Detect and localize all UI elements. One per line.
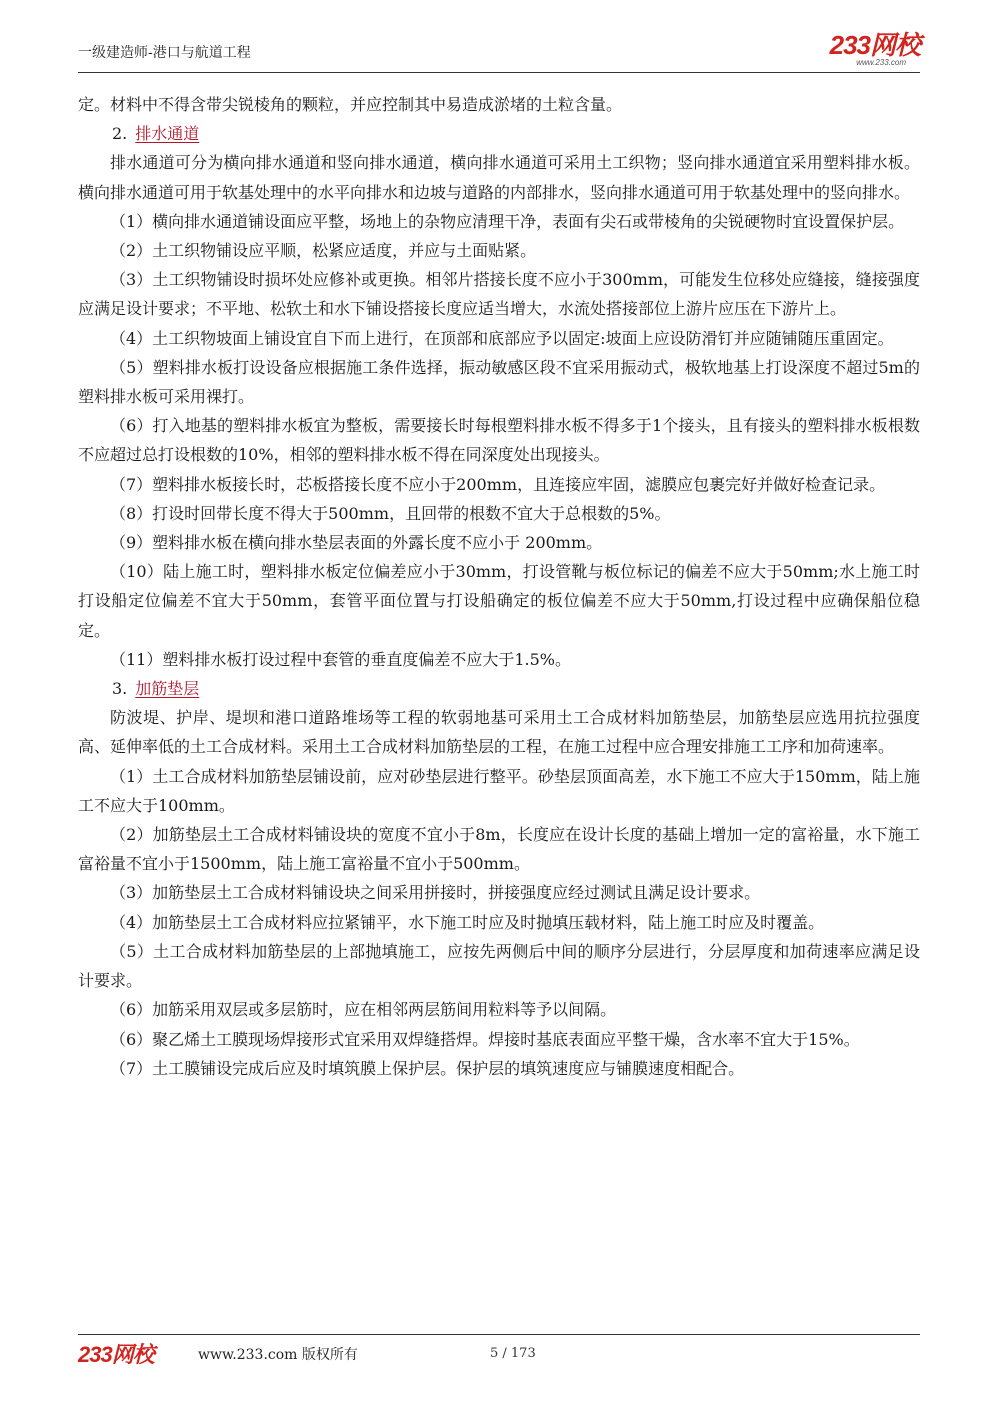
list-item: （7）土工膜铺设完成后应及时填筑膜上保护层。保护层的填筑速度应与铺膜速度相配合。	[110, 1058, 745, 1078]
footer-logo: 233网校	[78, 1342, 154, 1367]
list-item: （9）塑料排水板在横向排水垫层表面的外露长度不应小于 200mm。	[110, 533, 603, 553]
list-item: （8）打设时回带长度不得大于500mm，且回带的根数不宜大于总根数的5%。	[110, 503, 671, 523]
section-number: 2.	[112, 124, 128, 144]
brand-logo	[830, 32, 920, 67]
list-item: （4）加筋垫层土工合成材料应拉紧铺平，水下施工时应及时抛填压载材料，陆上施工时应及时覆盖。	[110, 912, 825, 932]
list-item: （6）加筋采用双层或多层筋时，应在相邻两层筋间用粒料等予以间隔。	[110, 1000, 617, 1020]
page-footer	[78, 1338, 920, 1368]
list-item: （3）土工织物铺设时损坏处应修补或更换。相邻片搭接长度不应小于300mm，可能发生位移处应缝接，缝接强度应满足设计要求；不平地、松软土和水下铺设搭接长度应适当增大，水流处搭接部位上游片应压在下游片上。	[78, 270, 920, 319]
paragraph: 排水通道可分为横向排水通道和竖向排水通道，横向排水通道可采用土工织物；竖向排水通道宜采用塑料排水板。横向排水通道可用于软基处理中的水平向排水和边坡与道路的内部排水，竖向排水通道可用于软基处理中的竖向排水。	[78, 153, 920, 202]
list-item: （3）加筋垫层土工合成材料铺设块之间采用拼接时，拼接强度应经过测试且满足设计要求。	[110, 883, 761, 903]
list-item: （1）横向排水通道铺设面应平整，场地上的杂物应清理干净，表面有尖石或带棱角的尖锐硬物时宜设置保护层。	[110, 211, 905, 231]
page-number: 5 / 173	[490, 1346, 536, 1361]
section-heading-reinforcement	[78, 674, 920, 703]
list-item: （10）陆上施工时，塑料排水板定位偏差应小于30mm，打设管靴与板位标记的偏差不应大于50mm;水上施工时打设船定位偏差不宜大于50mm，套管平面位置与打设船确定的板位偏差不应大于50mm,打设过程中应确保船位稳定。	[78, 562, 920, 640]
paragraph: 防波堤、护岸、堤坝和港口道路堆场等工程的软弱地基可采用土工合成材料加筋垫层，加筋垫层应选用抗拉强度高、延伸率低的土工合成材料。采用土工合成材料加筋垫层的工程，在施工过程中应合理安排施工工序和加荷速率。	[78, 708, 920, 757]
section-number: 3.	[112, 679, 128, 699]
list-item: （2）土工织物铺设应平顺，松紧应适度，并应与土面贴紧。	[110, 241, 537, 261]
section-link-drainage[interactable]: 排水通道	[135, 124, 200, 144]
list-item: （5）土工合成材料加筋垫层的上部抛填施工，应按先两侧后中间的顺序分层进行，分层厚度和加荷速率应满足设计要求。	[78, 941, 920, 991]
list-item: （2）加筋垫层土工合成材料铺设块的宽度不宜小于8m，长度应在设计长度的基础上增加一定的富裕量，水下施工富裕量不宜小于1500mm，陆上施工富裕量不宜小于500mm。	[78, 825, 920, 874]
document-body	[78, 90, 920, 1083]
paragraph: 定。材料中不得含带尖锐棱角的颗粒，并应控制其中易造成淤堵的土粒含量。	[78, 95, 623, 114]
section-heading-drainage	[78, 119, 920, 148]
section-link-reinforcement[interactable]: 加筋垫层	[135, 679, 200, 699]
brand-logo-text: 233网校	[829, 30, 920, 60]
list-item: （6）聚乙烯土工膜现场焊接形式宜采用双焊缝搭焊。焊接时基底表面应平整干燥，含水率不宜大于15%。	[110, 1029, 860, 1049]
list-item: （5）塑料排水板打设设备应根据施工条件选择，振动敏感区段不宜采用振动式，极软地基上打设深度不超过5m的塑料排水板可采用裸打。	[78, 357, 920, 407]
list-item: （4）土工织物坡面上铺设宜自下而上进行，在顶部和底部应予以固定:坡面上应设防滑钉并应随铺随压重固定。	[110, 328, 894, 348]
list-item: （6）打入地基的塑料排水板宜为整板，需要接长时每根塑料排水板不得多于1个接头，且有接头的塑料排水板根数不应超过总打设根数的10%，相邻的塑料排水板不得在同深度处出现接头。	[78, 416, 920, 465]
list-item: （1）土工合成材料加筋垫层铺设前，应对砂垫层进行整平。砂垫层顶面高差，水下施工不应大于150mm，陆上施工不应大于100mm。	[78, 766, 920, 815]
header-divider	[78, 72, 920, 73]
document-title: 一级建造师-港口与航道工程	[78, 45, 251, 61]
footer-divider	[78, 1334, 920, 1335]
brand-logo-url: www.233.com	[856, 58, 906, 67]
page-header	[78, 28, 920, 68]
list-item: （7）塑料排水板接长时，芯板搭接长度不应小于200mm，且连接应牢固，滤膜应包裹完好并做好检查记录。	[110, 474, 886, 494]
list-item: （11）塑料排水板打设过程中套管的垂直度偏差不应大于1.5%。	[110, 649, 572, 669]
footer-copyright: www.233.com 版权所有	[198, 1347, 358, 1363]
